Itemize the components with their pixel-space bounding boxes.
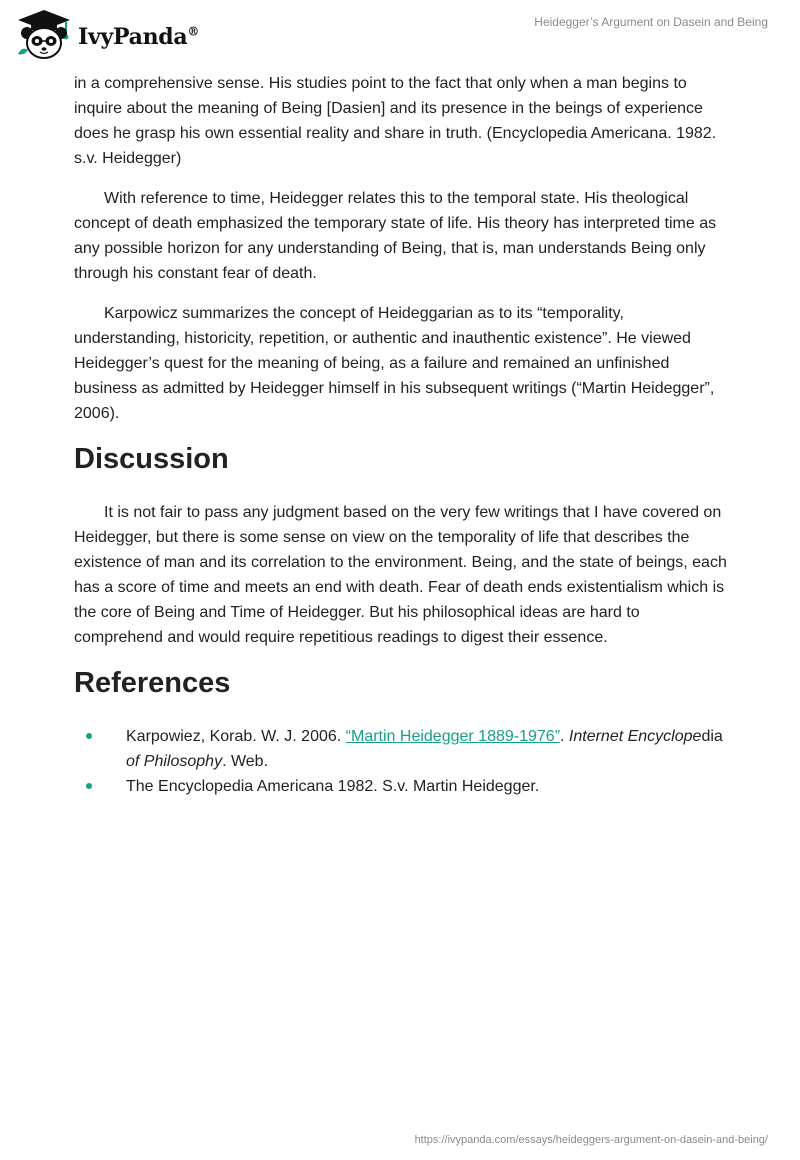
reference-item: [74, 724, 728, 774]
footer-url[interactable]: https://ivypanda.com/essays/heideggers-argument-on-dasein-and-being/: [414, 1134, 768, 1146]
reference-italic-2: of Philosophy: [126, 753, 223, 770]
reference-after-link: .: [560, 728, 569, 745]
reference-suffix: . Web.: [222, 753, 269, 770]
reference-link[interactable]: “Martin Heidegger 1889-1976”: [345, 728, 561, 745]
reference-prefix: Karpowiez, Korab. W. J. 2006.: [126, 728, 346, 745]
page-header: [0, 0, 800, 70]
brand-name: [78, 24, 199, 50]
discussion-heading: Discussion: [74, 443, 229, 475]
paragraph-2: With reference to time, Heidegger relates this to the temporal state. His theological concept of death emphasized the temporary state of life. His theory has interpreted time as any possible horizon for any understanding of Being, that is, man understands Being only through his constant fear of death.: [74, 190, 717, 282]
references-list: [74, 724, 728, 799]
document-title: Heidegger’s Argument on Dasein and Being: [534, 15, 768, 29]
paragraph-discussion: It is not fair to pass any judgment based on the very few writings that I have covered on Heidegger, but there is some sense on view on the temporality of life that describes the existence of man and its correlation to the environment. Being, and the state of beings, each has a score of time and meets an end with death. Fear of death ends existentialism which is the core of Being and Time of Heidegger. But his philosophical ideas are hard to comprehend and would require repetitious readings to digest their essence.: [74, 504, 727, 646]
ivypanda-logo[interactable]: [14, 8, 199, 62]
paragraph-3: Karpowicz summarizes the concept of Heideggarian as to its “temporality, understanding, historicity, repetition, or authentic and inauthentic existence”. He viewed Heidegger’s quest for the meaning of being, as a failure and remained an unfinished business as admitted by Heidegger himself in his subsequent writings (“Martin Heidegger”, 2006).: [74, 305, 715, 422]
panda-graduate-icon: [14, 8, 74, 62]
reference-item: [74, 774, 728, 799]
essay-content: [74, 71, 728, 799]
references-heading: References: [74, 667, 231, 699]
reference-plain-1: dia: [701, 728, 723, 745]
registered-mark: ®: [187, 24, 200, 39]
bullet-icon: [86, 783, 92, 789]
reference-text: The Encyclopedia Americana 1982. S.v. Martin Heidegger.: [126, 778, 540, 795]
reference-italic-1: Internet Encyclope: [568, 728, 702, 745]
brand-text: IvyPanda: [78, 24, 188, 50]
bullet-icon: [86, 733, 92, 739]
paragraph-1: in a comprehensive sense. His studies point to the fact that only when a man begins to inquire about the meaning of Being [Dasien] and its presence in the beings of experience does he grasp his own essential reality and share in truth. (Encyclopedia Americana. 1982. s.v. Heidegger): [74, 75, 717, 167]
